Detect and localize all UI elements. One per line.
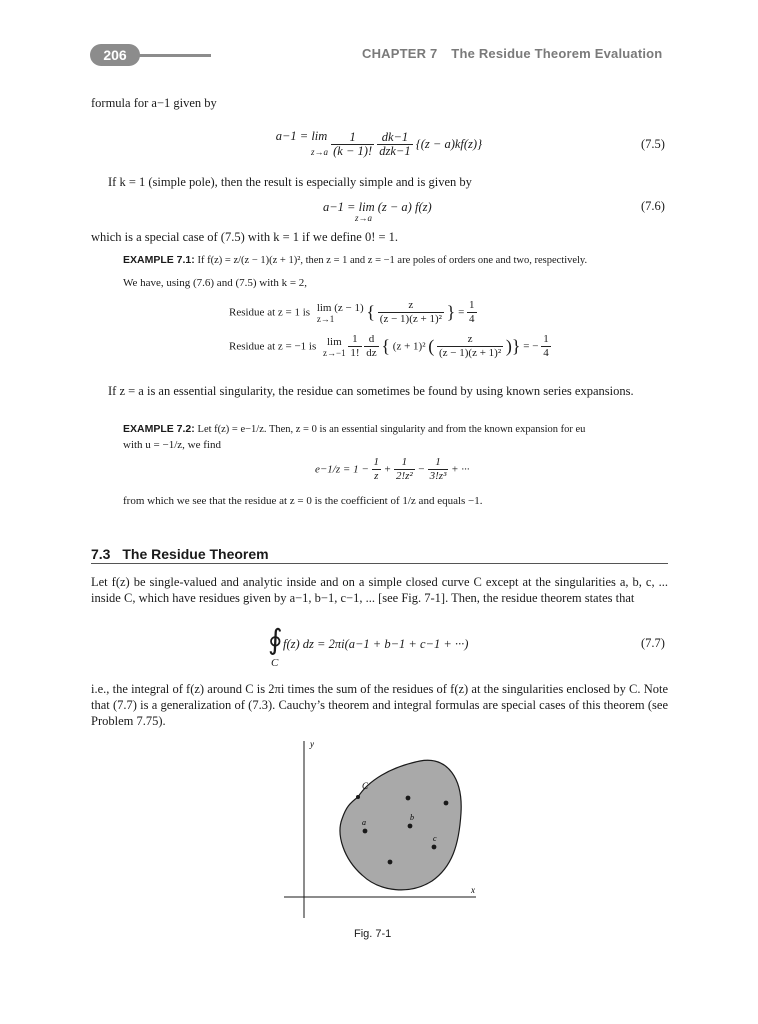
singularity-a: [363, 829, 368, 834]
eq-7-6-number: (7.6): [641, 199, 665, 213]
residue-2-brace-open: {: [381, 336, 391, 356]
eq-7-5-frac2-den: dzk−1: [379, 143, 411, 158]
special-case-line: which is a special case of (7.5) with k = 1 if we define 0! = 1.: [91, 230, 399, 244]
equation-7-5: [275, 128, 482, 160]
residue-2-frac2-den: dz: [366, 347, 377, 359]
residue-2-value-num: 1: [543, 333, 549, 345]
eq-7-7-number: (7.7): [641, 636, 665, 650]
section-heading: [91, 546, 269, 562]
series-term-2-den: 2!z²: [395, 470, 413, 482]
residue-2-value: [541, 333, 551, 360]
series-tail: + ···: [451, 463, 470, 476]
example-7-2-line2: with u = −1/z, we find: [123, 439, 221, 451]
page-number: 206: [103, 47, 127, 63]
series-term-2: [394, 456, 415, 483]
series-term-1: [372, 456, 382, 483]
curve-start-point: [356, 795, 360, 799]
residue-1-value-den: 4: [469, 313, 475, 325]
singularity-b: [408, 824, 413, 829]
residue-2-value-sign: = −: [523, 340, 539, 353]
residue-1-brace-open: {: [366, 302, 376, 322]
example-7-2-text: Let f(z) = e−1/z. Then, z = 0 is an essential singularity and from the known expansion for eu: [197, 424, 586, 435]
point-b-label: b: [410, 813, 414, 822]
eq-7-5-frac1: [331, 131, 374, 158]
essential-paragraph: If z = a is an essential singularity, the residue can sometimes be found by using known series expansions.: [108, 384, 634, 398]
series-term-3: [428, 456, 449, 483]
residue-1-equals: =: [458, 306, 465, 319]
section-paragraph-2: i.e., the integral of f(z) around C is 2πi times the sum of the residues of f(z) at the singularities enclosed by C. Note that (7.7) is a generalization of (7.3). Cauchy’s theorem and integral formulas are special cases of this theorem (see Problem 7.75).: [91, 682, 668, 728]
series-term-3-den: 3!z³: [429, 470, 447, 482]
series-term-2-num: 1: [394, 456, 415, 470]
residue-1-brace-close: }: [446, 302, 456, 322]
eq-7-5-lim-sub: z→a: [311, 147, 329, 157]
example-7-1-text: If f(z) = z/(z − 1)(z + 1)², then z = 1 and z = −1 are poles of orders one and two, respectively.: [197, 255, 588, 266]
residue-2-frac2-num: d: [364, 333, 378, 347]
residue-2-paren-open: (: [428, 336, 435, 356]
point-c-label: c: [433, 834, 437, 843]
section-rule: [91, 563, 668, 564]
contour-integral-icon: ∮: [268, 625, 283, 656]
residue-2-value-den: 4: [543, 347, 549, 359]
y-axis-label: y: [310, 739, 314, 749]
eq-7-5-lhs: a−1 = lim: [275, 129, 328, 143]
running-head: [362, 46, 662, 61]
example-7-2-conclusion: from which we see that the residue at z = 0 is the coefficient of 1/z and equals −1.: [123, 495, 483, 507]
curve-label: C: [362, 781, 369, 791]
section-number: 7.3: [91, 546, 111, 562]
eq-7-5-frac1-den: (k − 1)!: [333, 143, 373, 158]
x-axis-label: x: [471, 885, 475, 895]
residue-2-label: Residue at z = −1 is: [229, 340, 317, 353]
residue-1-lim-sub: z→1: [316, 313, 335, 324]
singularity-point-1: [406, 796, 411, 801]
series-expansion: [315, 456, 470, 483]
example-7-2-line1: [123, 423, 673, 435]
residue-2-frac2: [364, 333, 378, 360]
residue-2-frac1-num: 1: [348, 333, 361, 347]
intro-line: formula for a−1 given by: [91, 96, 217, 110]
equation-7-7: f(z) dz = 2πi(a−1 + b−1 + c−1 + ···): [283, 637, 469, 651]
residue-2-lim-sub: z→−1: [323, 347, 346, 358]
eq-7-5-frac2-num: dk−1: [377, 131, 412, 145]
residue-2-frac1: [348, 333, 361, 360]
example-7-1-label: EXAMPLE 7.1:: [123, 254, 195, 266]
residue-1-value-num: 1: [469, 299, 475, 311]
residue-1-label: Residue at z = 1 is: [229, 306, 311, 319]
residue-2-frac-num: z: [437, 333, 503, 347]
residue-2-lim: lim: [326, 335, 342, 348]
residue-1-frac-num: z: [378, 299, 444, 313]
eq-7-5-frac2: [377, 131, 412, 158]
example-7-1-line1: [123, 254, 673, 266]
residue-2-close: )}: [505, 336, 521, 356]
section-title: The Residue Theorem: [122, 546, 269, 562]
figure-caption: Fig. 7-1: [354, 928, 392, 940]
point-a-label: a: [362, 818, 366, 827]
series-lhs: e−1/z = 1 −: [315, 463, 369, 476]
residue-2-mid: (z + 1)²: [392, 340, 426, 353]
eq-7-5-frac1-num: 1: [331, 131, 374, 145]
series-minus: −: [417, 463, 425, 476]
residue-1-row: [229, 299, 477, 326]
singularity-point-3: [388, 860, 393, 865]
residue-2-frac1-den: 1!: [350, 347, 360, 359]
residue-2-row: [229, 333, 551, 360]
eq-7-6-lim-sub: z→a: [355, 213, 373, 223]
figure-7-1: [280, 735, 480, 920]
eq-7-5-number: (7.5): [641, 137, 665, 151]
page-number-badge: [90, 44, 140, 66]
chapter-title: The Residue Theorem Evaluation: [451, 46, 663, 61]
simple-pole-line: If k = 1 (simple pole), then the result is especially simple and is given by: [108, 175, 472, 189]
series-term-3-num: 1: [428, 456, 449, 470]
eq-7-6-lhs: a−1 = lim (z − a) f(z): [323, 200, 432, 214]
residue-1-value: [467, 299, 477, 326]
series-plus: +: [383, 463, 392, 476]
example-7-1-line2: We have, using (7.6) and (7.5) with k = 2,: [123, 277, 308, 289]
section-paragraph-1: Let f(z) be single-valued and analytic inside and on a simple closed curve C except at the singularities a, b, c, ... inside C, which have residues given by a−1, b−1, c−1, ... [see Fig. 7-1]. Then, the residue theorem states that: [91, 575, 668, 605]
series-term-1-den: z: [374, 470, 379, 482]
residue-1-frac-den: (z − 1)(z + 1)²: [379, 313, 442, 325]
equation-7-6: [323, 199, 432, 215]
chapter-label: CHAPTER 7: [362, 46, 438, 61]
residue-1-lim: lim (z − 1): [316, 301, 364, 314]
series-term-1-num: 1: [373, 456, 379, 468]
residue-1-frac: [378, 299, 444, 326]
region-curve-c: [340, 760, 461, 890]
residue-2-frac: [437, 333, 503, 360]
singularity-point-2: [444, 801, 449, 806]
eq-7-5-rhs: {(z − a)kf(z)}: [415, 137, 483, 151]
example-7-2-label: EXAMPLE 7.2:: [123, 423, 195, 435]
header-rule: [139, 54, 211, 57]
eq-7-7-contour: C: [271, 657, 279, 669]
singularity-c: [432, 845, 437, 850]
residue-2-frac-den: (z − 1)(z + 1)²: [439, 347, 502, 359]
